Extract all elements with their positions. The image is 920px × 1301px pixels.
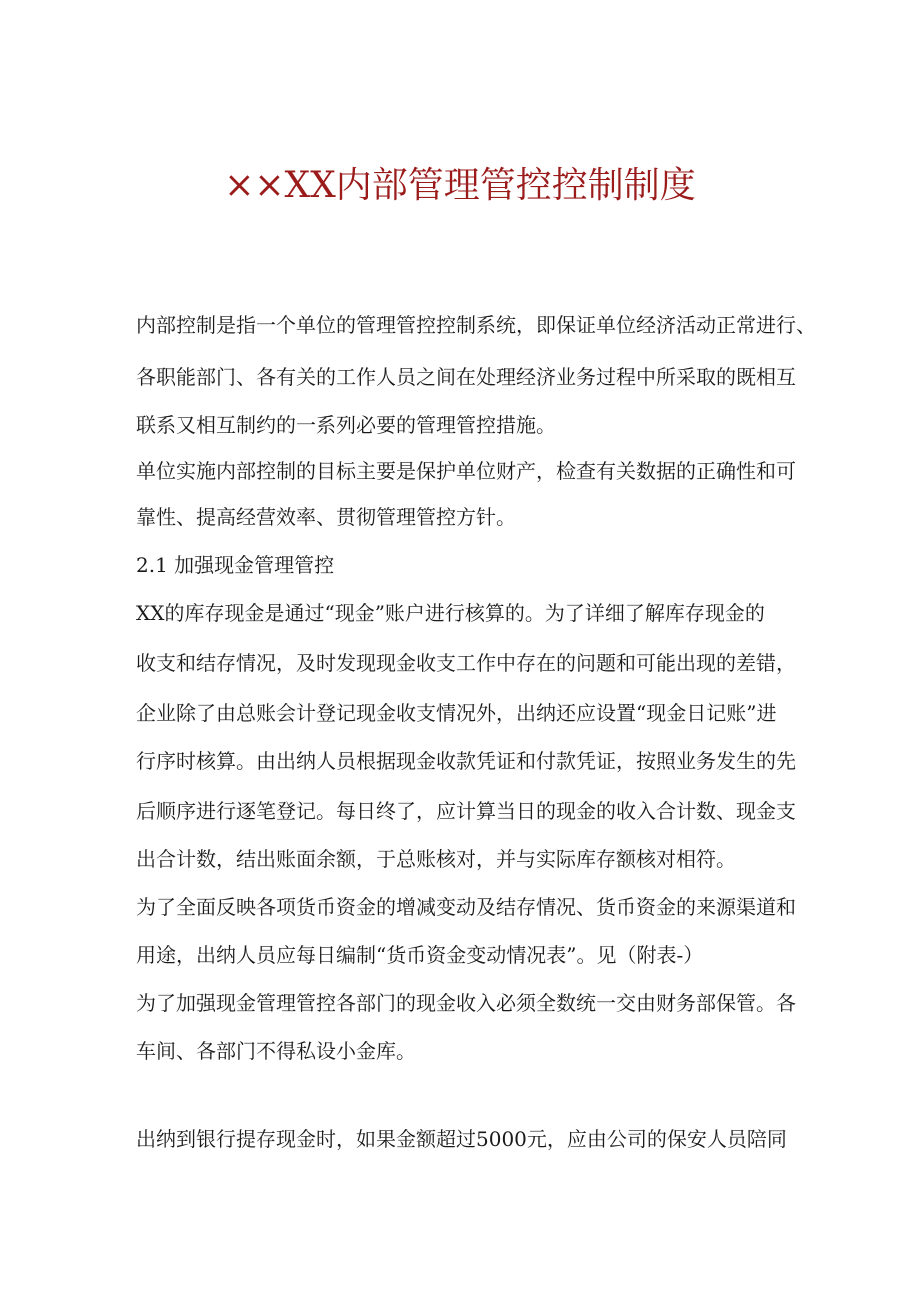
- paragraph-line: 为了全面反映各项货币资金的增减变动及结存情况、货币资金的来源渠道和: [136, 895, 796, 919]
- paragraph-line: 内部控制是指一个单位的管理管控控制系统，即保证单位经济活动正常进行、: [136, 313, 816, 337]
- section-heading: 2.1 加强现金管理管控: [136, 553, 335, 577]
- document-title: ××XX内部管理管控控制制度: [224, 165, 696, 206]
- paragraph-line: 收支和结存情况，及时发现现金收支工作中存在的问题和可能出现的差错，: [136, 651, 796, 675]
- paragraph-line: 各职能部门、各有关的工作人员之间在处理经济业务过程中所采取的既相互: [136, 365, 796, 389]
- paragraph-line: 为了加强现金管理管控各部门的现金收入必须全数统一交由财务部保管。各: [136, 991, 796, 1015]
- paragraph-line: 单位实施内部控制的目标主要是保护单位财产，检查有关数据的正确性和可: [136, 459, 796, 483]
- paragraph-line: 联系又相互制约的一系列必要的管理管控措施。: [136, 413, 556, 437]
- paragraph-line: XX的库存现金是通过“现金”账户进行核算的。为了详细了解库存现金的: [136, 601, 765, 625]
- paragraph-line: 行序时核算。由出纳人员根据现金收款凭证和付款凭证，按照业务发生的先: [136, 749, 796, 773]
- paragraph-line: 车间、各部门不得私设小金库。: [136, 1039, 416, 1063]
- paragraph-line: 靠性、提高经营效率、贯彻管理管控方针。: [136, 505, 516, 529]
- paragraph-line: 出合计数，结出账面余额，于总账核对，并与实际库存额核对相符。: [136, 847, 736, 871]
- paragraph-line: 出纳到银行提存现金时，如果金额超过5000元，应由公司的保安人员陪同: [136, 1127, 787, 1151]
- paragraph-line: 用途，出纳人员应每日编制“货币资金变动情况表”。见（附表-）: [136, 943, 704, 967]
- paragraph-line: 企业除了由总账会计登记现金收支情况外，出纳还应设置“现金日记账”进: [136, 701, 777, 725]
- paragraph-line: 后顺序进行逐笔登记。每日终了，应计算当日的现金的收入合计数、现金支: [136, 799, 796, 823]
